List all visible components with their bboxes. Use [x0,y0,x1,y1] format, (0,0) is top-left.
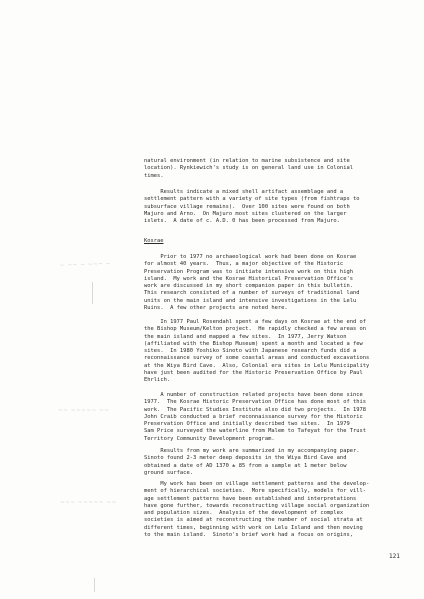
paragraph-2: Results indicate a mixed shell artifact assemblage and a settlement pattern with a variety of site types (from fishtraps to subsurface village remains). Over 100 sites were found on both Majuro and Arno. On Majuro most sites clustered on the larger islets. A date of c. A.D. 0 has been processed from Majuro. [144,189,360,225]
bleed-through-text: ~ ~~ ~ ~~~ ~ [59,261,112,269]
bleed-through-text: ~~~ ~~~~~ ~~ [60,500,117,506]
paragraph-3: Prior to 1977 no archaeological work had been done on Kosrae for almost 40 years. Thus, a major objective of the Historic Preservation Program was to initiate intensive work on this high island. My work and the Kosrae Historical Preservation Office's work are discussed in my short companion paper in this bulletin. This research consisted of a number of surveys of traditional land units on the main island and intensive investigations in the Lelu Ruins. A few other projects are noted here. [144,254,360,312]
section-heading-kosrae: Kosrae [144,238,164,244]
paragraph-7: My work has been on village settlement patterns and the develop- ment of hierarchical societies. More specifically, models for vill- age settlement patterns have been established and interpretations have gone further, towards reconstructing village social organization and population sizes. Analysis of the development of complex societies is aimed at reconstructing the number of social strata at different times, beginning with work on Lelu Island and then moving to the main island. Sinoto's brief work had a focus on origins, [144,481,370,539]
paragraph-5: A number of construction related projects have been done since 1977. The Kosrae Historic Preservation Office has done most of this work. The Pacific Studies Institute also did two projects. In 1978 John Craib conducted a brief reconnaissance survey for the Historic Preservation Office and initially described two sites. In 1979 Sam Price surveyed the waterline from Malem to Tafeyat for the Trust Territory Community Development program. [144,392,367,442]
page-number: 121 [389,553,400,560]
paragraph-4: In 1977 Paul Rosendahl spent a few days on Kosrae at the end of the Bishop Museum/Kelton project. He rapidly checked a few areas on the main island and mapped a few sites. In 1977, Jerry Watson (affiliated with the Bishop Museum) spent a month and located a few sites. In 1980 Yoshiko Sinoto with Japanese research funds did a reconnaissance survey of some coastal areas and conducted excavations at the Wiya Bird Cave. Also, Colonial era sites in Lelu Municipality have just been audited for the Historic Preservation Office by Paul Ehrlich. [144,319,370,384]
margin-mark [92,282,93,304]
paragraph-1: natural environment (in relation to marine subsistence and site location). Rynkiewich's study is on general land use in Colonial times. [144,158,353,179]
bleed-through-text: ~~ ~~~~~ ~~ [58,408,110,414]
paragraph-6: Results from my work are summarized in my accompanying paper. Sinoto found 2-3 meter deep deposits in the Wiya Bird Cave and obtained a date of AD 1370 ± 85 from a sample at 1 meter below ground surface. [144,448,360,476]
margin-mark [94,578,95,592]
